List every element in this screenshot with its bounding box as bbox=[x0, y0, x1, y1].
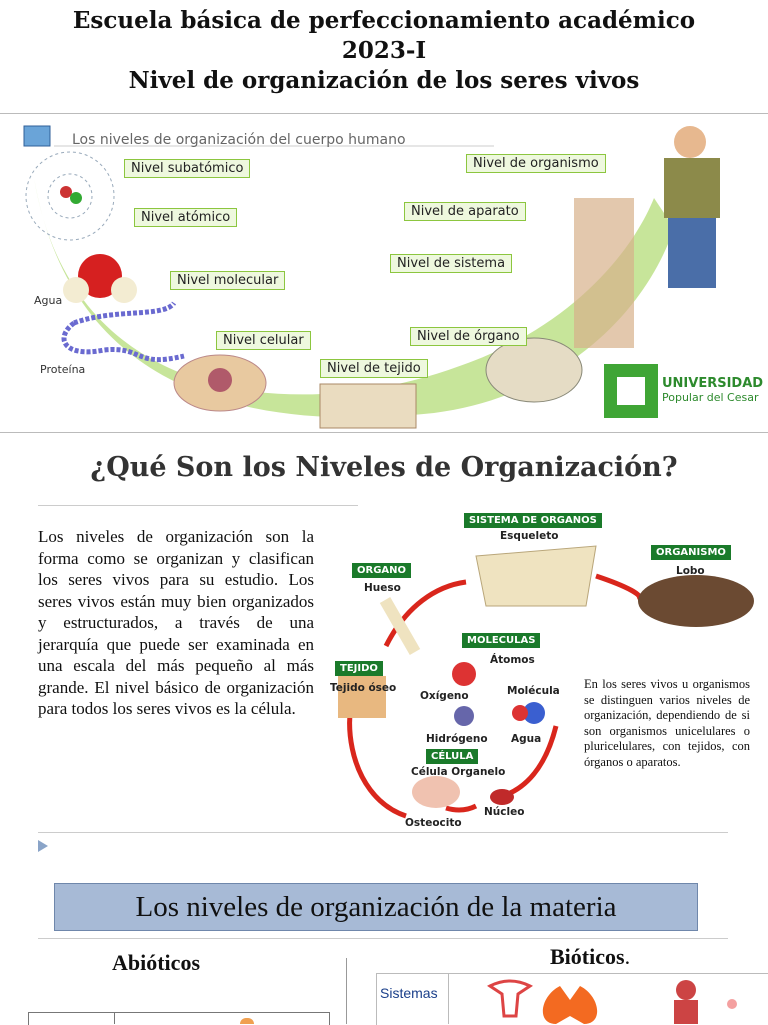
nucleus-image bbox=[490, 789, 514, 805]
logo-title: UNIVERSIDAD bbox=[662, 376, 764, 391]
label-nucleo: Núcleo bbox=[484, 806, 525, 818]
label-molecula: Molécula bbox=[507, 685, 560, 697]
level-apparatus: Nivel de aparato bbox=[404, 202, 526, 221]
box-tejido: TEJIDO bbox=[335, 661, 383, 676]
nucleus-dot bbox=[70, 192, 82, 204]
hand-icon bbox=[727, 999, 737, 1009]
water-molecule bbox=[512, 705, 528, 721]
level-organ: Nivel de órgano bbox=[410, 327, 527, 346]
divider bbox=[0, 113, 768, 114]
box-celula: CÉLULA bbox=[426, 749, 478, 764]
divider bbox=[38, 938, 728, 939]
divider bbox=[0, 432, 768, 433]
level-atomic: Nivel atómico bbox=[134, 208, 237, 227]
oxygen-atom bbox=[452, 662, 476, 686]
woman-jeans bbox=[668, 218, 716, 288]
abioticos-table bbox=[28, 1012, 330, 1025]
column-divider bbox=[346, 958, 347, 1024]
bioticos-images bbox=[480, 976, 768, 1024]
table-col-line bbox=[448, 973, 449, 1024]
skeleton-image bbox=[574, 198, 634, 348]
page-header bbox=[0, 0, 768, 96]
level-subatomic: Nivel subatómico bbox=[124, 159, 250, 178]
label-oxigeno: Oxígeno bbox=[420, 690, 469, 702]
woman-shirt bbox=[664, 158, 720, 218]
arrow bbox=[446, 806, 476, 810]
divider bbox=[38, 505, 358, 506]
side-text: En los seres vivos u organismos se distinguen varios niveles de organización, dependiendo de si son organismos unicelulares o pluricelulares, con tejidos, con órganos o aparatos. bbox=[584, 677, 750, 769]
label-hidrogeno: Hidrógeno bbox=[426, 733, 488, 745]
muscle-body-torso bbox=[674, 1000, 698, 1024]
level-cellular: Nivel celular bbox=[216, 331, 311, 350]
protein-label: Proteína bbox=[40, 363, 86, 376]
muscle-body-icon bbox=[676, 980, 696, 1000]
osteocyte-image bbox=[412, 776, 460, 808]
section-paragraph: Los niveles de organización son la forma como se organizan y clasifican los seres vivos para su estudio. Los seres vivos están muy bien organizados y estructurados, a través de una jerarquía que puede ser examinada en una escala del más pequeño al más grande. El nivel básico de organización para todos los seres vivos es la célula. bbox=[38, 527, 314, 718]
arrow bbox=[596, 576, 640, 600]
header-line-2: 2023-I bbox=[341, 37, 427, 64]
cell-nucleus bbox=[208, 368, 232, 392]
level-system: Nivel de sistema bbox=[390, 254, 512, 273]
box-sistema: SISTEMA DE ORGANOS bbox=[464, 513, 602, 528]
nucleus-dot bbox=[60, 186, 72, 198]
wolf-image bbox=[638, 575, 754, 627]
label-tejido-oseo: Tejido óseo bbox=[330, 682, 397, 694]
hydrogen-atom bbox=[454, 706, 474, 726]
monitor-icon bbox=[24, 126, 50, 146]
materia-banner: Los niveles de organización de la materia bbox=[54, 883, 698, 931]
logo-subtitle: Popular del Cesar bbox=[662, 391, 759, 404]
table-col-line bbox=[114, 1012, 115, 1024]
label-atomos: Átomos bbox=[490, 654, 535, 666]
play-icon[interactable] bbox=[38, 840, 48, 852]
object-icon bbox=[240, 1018, 254, 1024]
label-hueso: Hueso bbox=[364, 582, 401, 594]
label-celula-organelo: Célula Organelo bbox=[411, 766, 506, 778]
header-line-3: Nivel de organización de los seres vivos bbox=[128, 67, 640, 94]
tissue-image bbox=[320, 384, 416, 428]
levels-panel bbox=[14, 118, 766, 430]
uterus-icon bbox=[490, 981, 530, 1016]
water-h bbox=[111, 277, 137, 303]
lungs-icon bbox=[543, 986, 597, 1024]
sistemas-label: Sistemas bbox=[380, 985, 438, 1001]
header-line-1: Escuela básica de perfeccionamiento académico bbox=[72, 7, 696, 34]
label-esqueleto: Esqueleto bbox=[500, 530, 559, 542]
box-moleculas: MOLECULAS bbox=[462, 633, 540, 648]
label-lobo: Lobo bbox=[676, 565, 705, 577]
skeleton-image bbox=[476, 546, 596, 606]
abioticos-heading: Abióticos bbox=[112, 950, 200, 975]
level-molecular: Nivel molecular bbox=[170, 271, 285, 290]
level-organism: Nivel de organismo bbox=[466, 154, 606, 173]
woman-head bbox=[674, 126, 706, 158]
water-h bbox=[63, 277, 89, 303]
level-tissue: Nivel de tejido bbox=[320, 359, 428, 378]
label-agua: Agua bbox=[511, 733, 542, 745]
box-organo: ORGANO bbox=[352, 563, 411, 578]
bioticos-label: Bióticos bbox=[550, 944, 625, 969]
bioticos-heading bbox=[550, 944, 630, 970]
upc-logo-inner bbox=[617, 377, 645, 405]
panel-title: Los niveles de organización del cuerpo humano bbox=[72, 132, 406, 148]
divider bbox=[38, 832, 728, 833]
water-label: Agua bbox=[34, 294, 63, 307]
bioticos-dot: . bbox=[624, 944, 631, 969]
label-osteocito: Osteocito bbox=[405, 817, 462, 829]
box-organismo: ORGANISMO bbox=[651, 545, 731, 560]
skull-image bbox=[486, 338, 582, 402]
protein-chain bbox=[64, 303, 184, 360]
section-title: ¿Qué Son los Niveles de Organización? bbox=[90, 452, 678, 483]
